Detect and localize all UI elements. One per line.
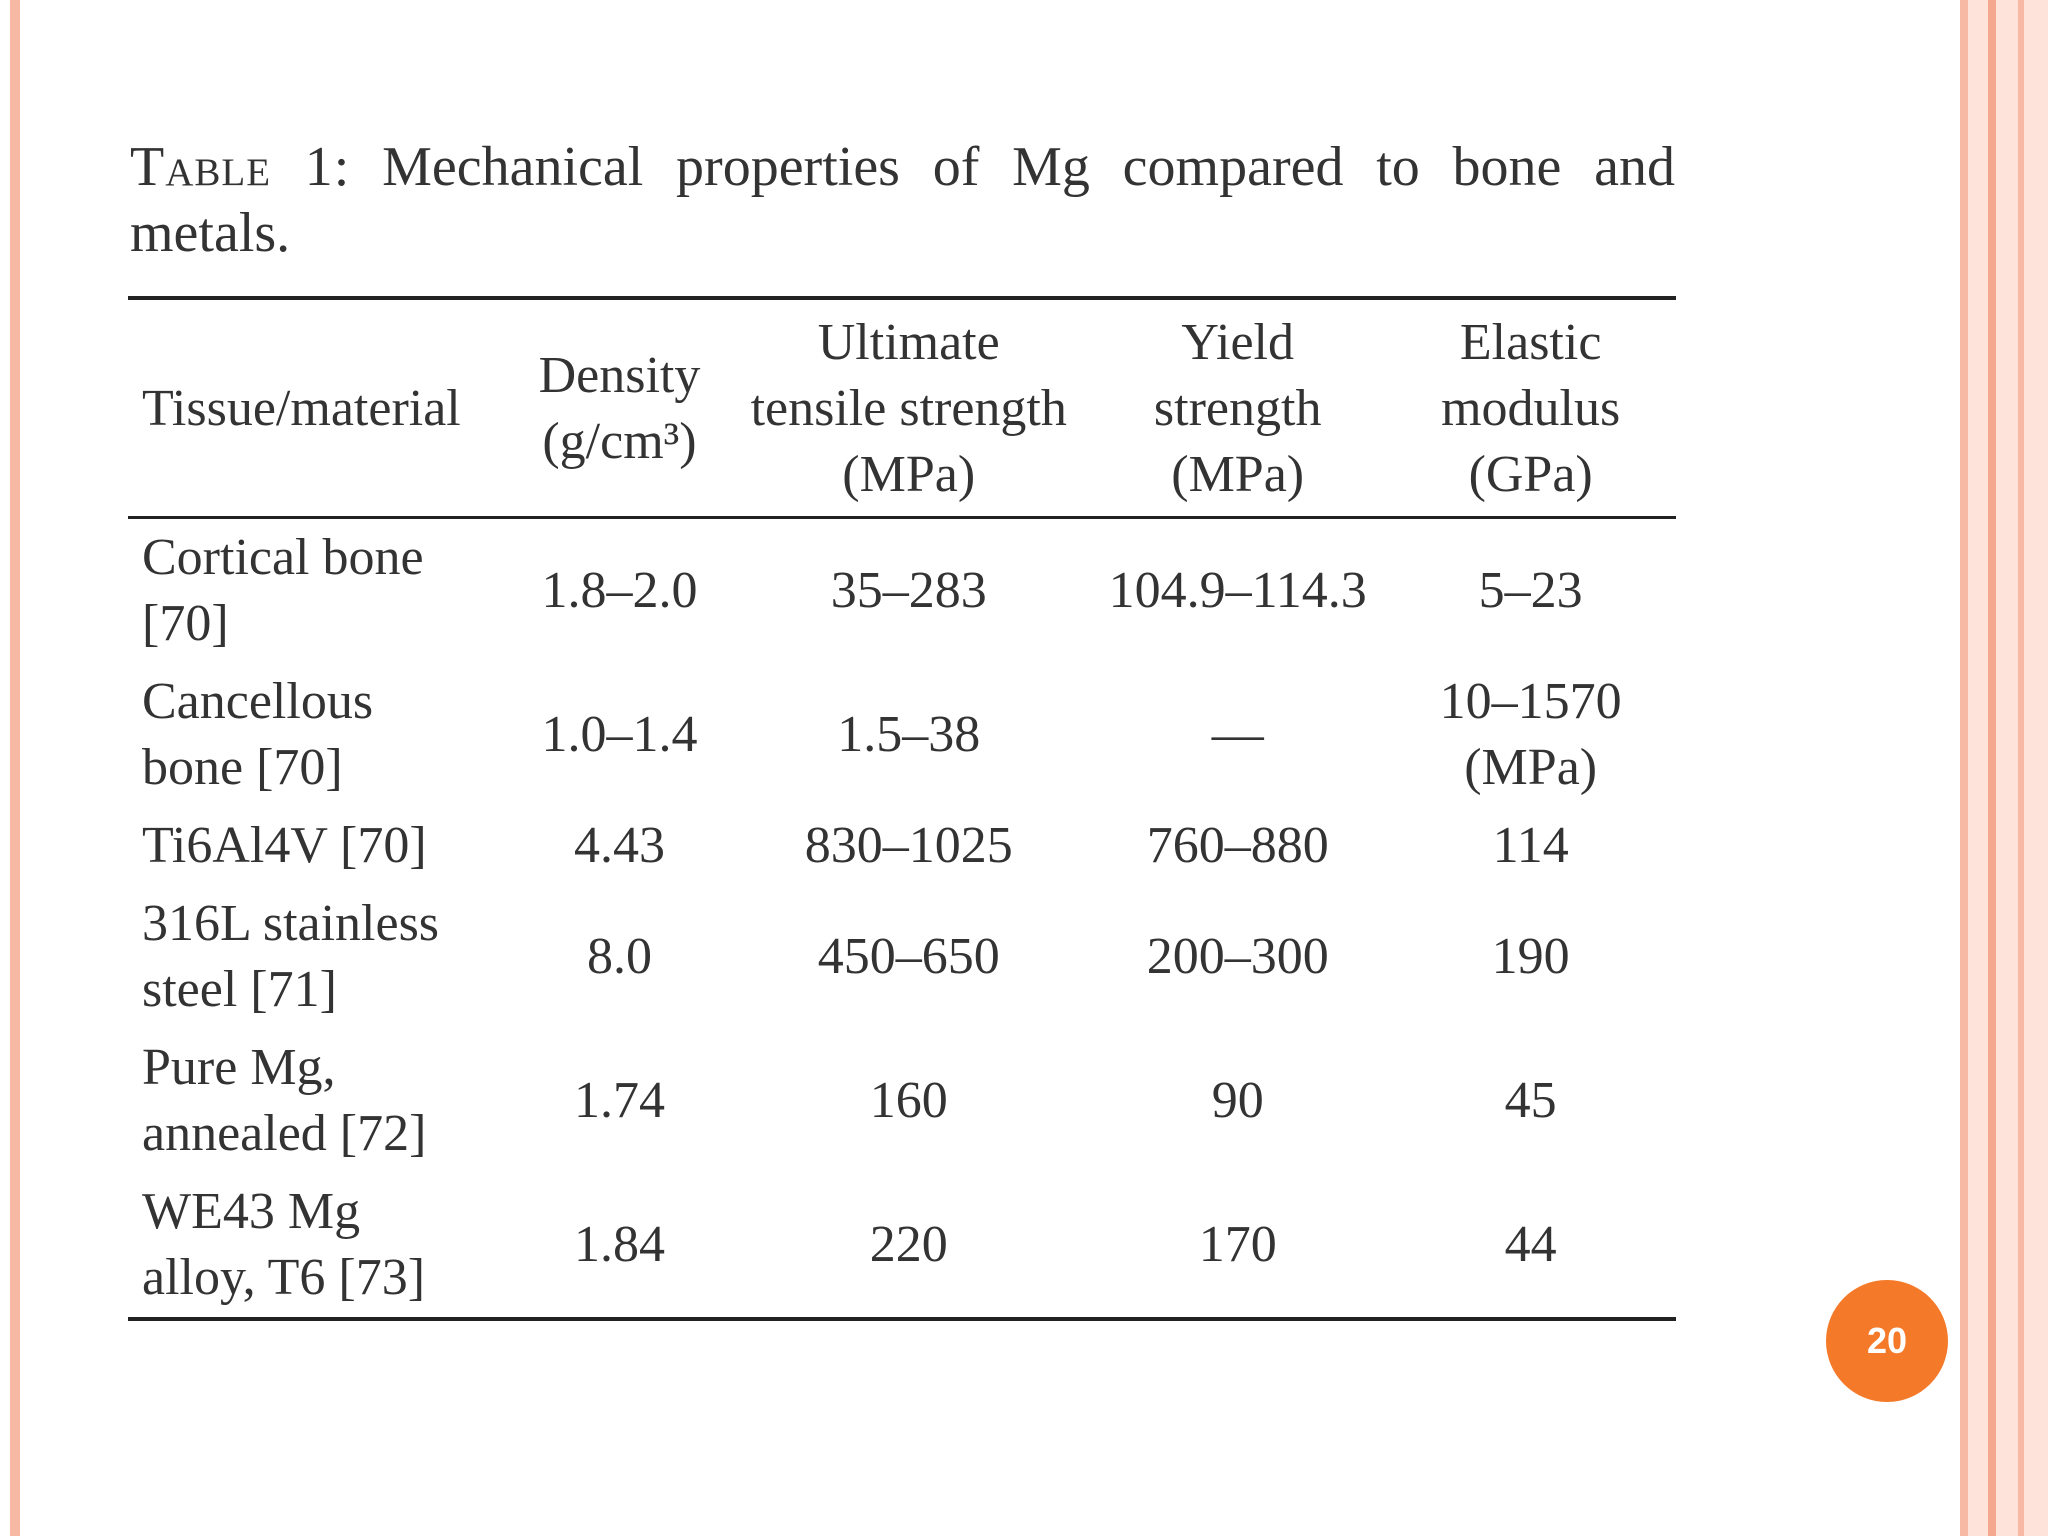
header-text: Ultimate <box>817 314 1000 371</box>
cell-material <box>128 885 512 1029</box>
header-text: Tissue/material <box>142 380 461 437</box>
slide-right-border-band <box>1968 0 2048 1536</box>
cell-text: 316L stainless <box>142 895 440 952</box>
cell-uts: 830–1025 <box>804 817 1013 874</box>
cell-density: 1.0–1.4 <box>541 706 698 763</box>
cell-text: steel [71] <box>142 961 337 1018</box>
cell-text: Cortical bone <box>142 529 424 586</box>
mechanical-properties-table <box>128 296 1676 1321</box>
header-elastic-modulus <box>1385 298 1676 518</box>
cell-text: Ti6Al4V [70] <box>142 817 427 874</box>
cell-uts: 220 <box>869 1216 948 1273</box>
header-text: (MPa) <box>842 446 976 503</box>
cell-density: 1.84 <box>573 1216 665 1273</box>
header-tissue-material <box>128 298 512 518</box>
slide-right-border-stripe <box>1988 0 1996 1536</box>
cell-modulus <box>1385 518 1676 664</box>
cell-text: 10–1570 <box>1439 673 1622 730</box>
page-number-badge: 20 <box>1826 1280 1948 1402</box>
slide-left-border <box>10 0 20 1536</box>
header-text: (g/cm³) <box>542 413 697 470</box>
cell-material <box>128 1173 512 1319</box>
cell-yield: 90 <box>1211 1072 1264 1129</box>
cell-yield: 170 <box>1198 1216 1277 1273</box>
header-text: Density <box>538 347 701 404</box>
header-text: modulus <box>1441 380 1621 437</box>
cell-text: WE43 Mg <box>142 1183 361 1240</box>
cell-uts: 160 <box>869 1072 948 1129</box>
table-caption <box>130 134 1675 266</box>
cell-density: 8.0 <box>586 928 652 985</box>
cell-text: Pure Mg, <box>142 1039 336 1096</box>
cell-text: alloy, T6 [73] <box>142 1249 426 1306</box>
header-yield-strength <box>1090 298 1385 518</box>
cell-text: [70] <box>142 595 229 652</box>
header-text: Elastic <box>1459 314 1602 371</box>
table-body <box>128 518 1676 1320</box>
properties-table <box>128 296 1676 1321</box>
header-text: strength <box>1153 380 1322 437</box>
cell-material <box>128 807 512 885</box>
cell-uts: 1.5–38 <box>837 706 981 763</box>
cell-yield: 200–300 <box>1146 928 1329 985</box>
cell-modulus <box>1385 807 1676 885</box>
cell-density: 1.74 <box>573 1072 665 1129</box>
table-header <box>128 298 1676 518</box>
cell-yield: 104.9–114.3 <box>1108 562 1367 619</box>
cell-text: bone [70] <box>142 739 343 796</box>
header-text: (GPa) <box>1468 446 1593 503</box>
cell-yield: 760–880 <box>1146 817 1329 874</box>
header-text: Yield <box>1181 314 1295 371</box>
cell-text: 114 <box>1492 817 1569 874</box>
cell-text: (MPa) <box>1464 739 1598 796</box>
cell-uts: 35–283 <box>830 562 987 619</box>
table-row <box>128 1173 1676 1319</box>
cell-text: 45 <box>1504 1072 1557 1129</box>
table-header-row <box>128 298 1676 518</box>
cell-material <box>128 518 512 664</box>
header-density <box>512 298 728 518</box>
header-text: tensile strength <box>750 380 1067 437</box>
cell-yield: — <box>1211 706 1264 763</box>
cell-text: 44 <box>1504 1216 1557 1273</box>
table-row <box>128 518 1676 664</box>
header-ultimate-tensile-strength <box>727 298 1090 518</box>
cell-density: 4.43 <box>573 817 665 874</box>
cell-text: annealed [72] <box>142 1105 427 1162</box>
cell-text: 5–23 <box>1478 562 1583 619</box>
cell-text: 190 <box>1491 928 1570 985</box>
slide-right-border-stripe-outer <box>2018 0 2024 1536</box>
slide-right-border-line <box>1960 0 1968 1536</box>
table-row <box>128 663 1676 807</box>
cell-material <box>128 1029 512 1173</box>
cell-modulus <box>1385 1029 1676 1173</box>
table-caption-label: Table 1 <box>130 136 334 198</box>
cell-modulus <box>1385 885 1676 1029</box>
cell-material <box>128 663 512 807</box>
cell-density: 1.8–2.0 <box>541 562 698 619</box>
table-row <box>128 885 1676 1029</box>
header-text: (MPa) <box>1171 446 1305 503</box>
cell-modulus <box>1385 663 1676 807</box>
cell-text: Cancellous <box>142 673 374 730</box>
table-caption-text: : Mechanical properties of Mg compared to bone and metals. <box>130 136 1676 264</box>
cell-uts: 450–650 <box>817 928 1000 985</box>
table-row <box>128 1029 1676 1173</box>
table-row <box>128 807 1676 885</box>
cell-modulus <box>1385 1173 1676 1319</box>
